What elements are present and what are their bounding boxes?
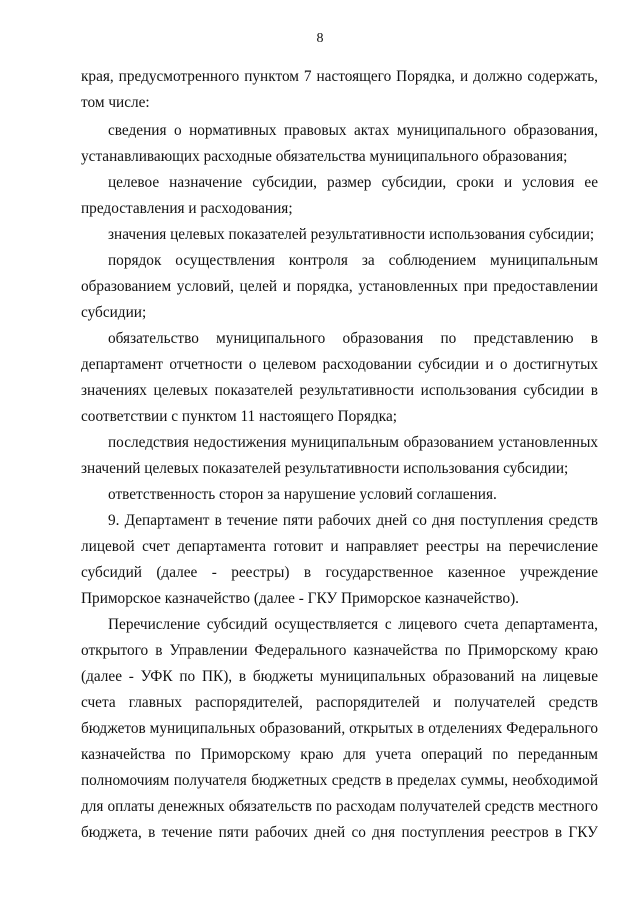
text-line: департамент отчетности о целевом расходовании субсидии и о достигнутых xyxy=(81,356,598,373)
text-line: субсидий (далее - реестры) в государственное казенное учреждение xyxy=(81,564,598,581)
text-line: обязательство муниципального образования по представлению в xyxy=(108,330,598,347)
text-line: бюджетов муниципальных образований, открытых в отделениях Федерального xyxy=(81,720,598,737)
text-line: устанавливающих расходные обязательства муниципального образования; xyxy=(81,148,568,165)
page-number: 8 xyxy=(316,31,324,46)
text-line: том числе: xyxy=(81,94,150,111)
text-line: полномочиям получателя бюджетных средств в пределах суммы, необходимой xyxy=(81,772,598,789)
text-line: счета главных распорядителей, распорядителей и получателей средств xyxy=(81,694,598,711)
text-line: 9. Департамент в течение пяти рабочих дней со дня поступления средств xyxy=(108,512,598,529)
text-line: образованием условий, целей и порядка, установленных при предоставлении xyxy=(81,278,598,295)
text-line: Приморское казначейство (далее - ГКУ Приморское казначейство). xyxy=(81,590,520,607)
text-line: целевое назначение субсидии, размер субсидии, сроки и условия ее xyxy=(108,174,598,191)
text-line: (далее - УФК по ПК), в бюджеты муниципальных образований на лицевые xyxy=(81,668,598,685)
text-line: ответственность сторон за нарушение условий соглашения. xyxy=(108,486,497,503)
text-line: бюджета, в течение пяти рабочих дней со дня поступления реестров в ГКУ xyxy=(81,824,598,841)
text-line: субсидии; xyxy=(81,304,147,321)
text-line: значения целевых показателей результативности использования субсидии; xyxy=(108,226,595,243)
text-line: края, предусмотренного пунктом 7 настоящего Порядка, и должно содержать, xyxy=(81,68,598,85)
text-line: лицевой счет департамента готовит и направляет реестры на перечисление xyxy=(81,538,598,555)
text-line: открытого в Управлении Федерального казначейства по Приморскому краю xyxy=(81,642,598,659)
text-line: значениях целевых показателей результативности использования субсидии в xyxy=(81,382,598,399)
text-line: сведения о нормативных правовых актах муниципального образования, xyxy=(108,122,598,139)
text-line: для оплаты денежных обязательств по расходам получателей средств местного xyxy=(81,798,598,815)
text-line: казначейства по Приморскому краю для учета операций по переданным xyxy=(81,746,598,763)
text-line: значений целевых показателей результативности использования субсидии; xyxy=(81,460,569,477)
text-line: соответствии с пунктом 11 настоящего Порядка; xyxy=(81,408,397,425)
text-line: предоставления и расходования; xyxy=(81,200,293,217)
text-line: порядок осуществления контроля за соблюдением муниципальным xyxy=(108,252,598,269)
text-line: последствия недостижения муниципальным образованием установленных xyxy=(108,434,598,451)
text-line: Перечисление субсидий осуществляется с лицевого счета департамента, xyxy=(108,616,598,633)
